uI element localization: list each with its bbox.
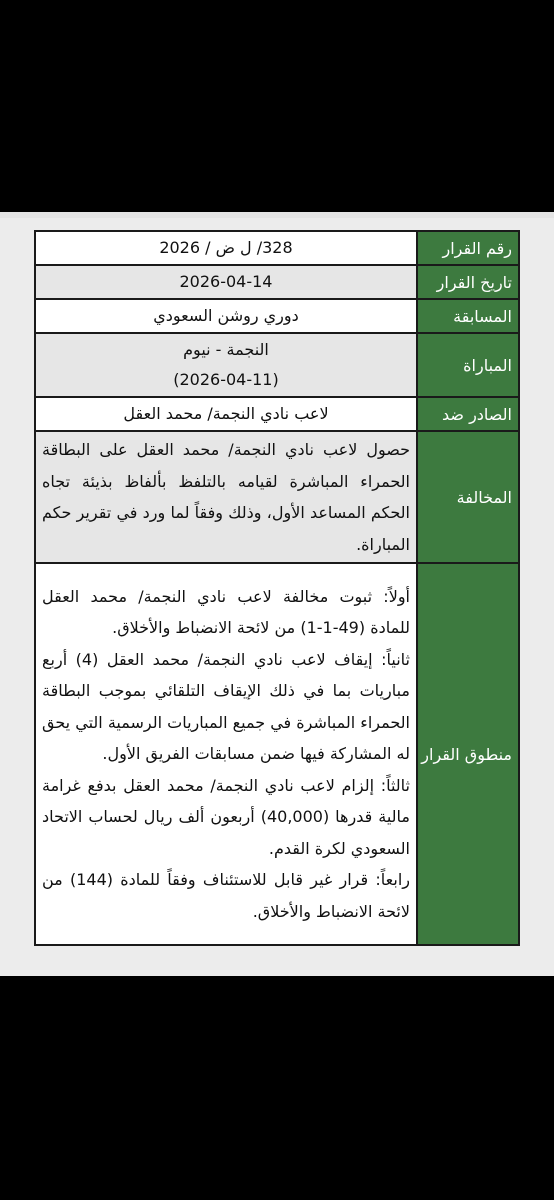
label-ruling: منطوق القرار xyxy=(417,563,519,945)
label-violation: المخالفة xyxy=(417,431,519,563)
ruling-paragraph-1: أولاً: ثبوت مخالفة لاعب نادي النجمة/ محمد العقل للمادة (49-1-1) من لائحة الانضباط والأخلاق. xyxy=(42,586,410,638)
ruling-paragraph-2: ثانياً: إيقاف لاعب نادي النجمة/ محمد العقل (4) أربع مباريات بما في ذلك الإيقاف التلقائي بموجب البطاقة الحمراء المباشرة في جميع المباريات الرسمية التي يحق له المشاركة فيها ضمن مسابقات الفريق الأول. xyxy=(42,649,410,764)
decision-table xyxy=(34,230,520,946)
card-top-band xyxy=(0,212,554,218)
table-row-violation xyxy=(35,431,519,563)
table-row-match xyxy=(35,333,519,397)
table-row-decision-number xyxy=(35,231,519,265)
table-row-competition xyxy=(35,299,519,333)
ruling-paragraph-4: رابعاً: قرار غير قابل للاستئناف وفقاً للمادة (144) من لائحة الانضباط والأخلاق. xyxy=(42,870,411,921)
ruling-paragraph-3: ثالثاً: إلزام لاعب نادي النجمة/ محمد العقل بدفع غرامة مالية قدرها (40,000) أربعون ألف ريال لحساب الاتحاد السعودي لكرة القدم. xyxy=(42,775,410,858)
table-row-issued-against xyxy=(35,397,519,431)
value-decision-date: 2026-04-14 xyxy=(35,265,417,299)
label-decision-number: رقم القرار xyxy=(417,231,519,265)
value-ruling xyxy=(35,563,417,945)
match-teams: النجمة - نيوم xyxy=(183,340,269,359)
label-issued-against: الصادر ضد xyxy=(417,397,519,431)
value-competition: دوري روشن السعودي xyxy=(35,299,417,333)
table-row-decision-date xyxy=(35,265,519,299)
value-match xyxy=(35,333,417,397)
match-date: (2026-04-11) xyxy=(173,370,279,389)
decision-card xyxy=(0,212,554,976)
value-decision-number: 328/ ل ض / 2026 xyxy=(35,231,417,265)
label-match: المباراة xyxy=(417,333,519,397)
table-row-ruling xyxy=(35,563,519,945)
label-competition: المسابقة xyxy=(417,299,519,333)
value-issued-against: لاعب نادي النجمة/ محمد العقل xyxy=(35,397,417,431)
value-violation: حصول لاعب نادي النجمة/ محمد العقل على البطاقة الحمراء المباشرة لقيامه بالتلفظ بألفاظ بذيئة تجاه الحكم المساعد الأول، وذلك وفقاً لما ورد في تقرير حكم المباراة. xyxy=(35,431,417,563)
label-decision-date: تاريخ القرار xyxy=(417,265,519,299)
